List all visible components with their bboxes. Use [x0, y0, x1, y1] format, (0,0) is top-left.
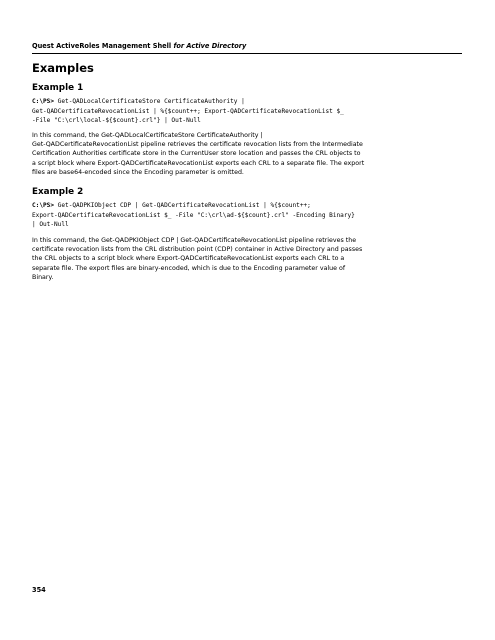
- paragraph-line: Get-QADCertificateRevocationList pipeline retrieves the certificate revocation lists from the Intermediate: [32, 141, 363, 149]
- running-header: [32, 42, 246, 50]
- code-line: -File "C:\crl\local-${$count}.crl"} | Out-Null: [32, 117, 201, 124]
- paragraph-line: separate file. The export files are binary-encoded, which is due to the Encoding parameter value of: [32, 264, 346, 272]
- header-rule: [32, 53, 462, 54]
- page-number: 354: [32, 586, 46, 594]
- example-1-description: [32, 131, 464, 177]
- code-line: Export-QADCertificateRevocationList $_ -File "C:\crl\ad-${$count}.crl" -Encoding Binary}: [32, 211, 355, 219]
- paragraph-line: Binary.: [32, 273, 54, 281]
- paragraph-line: files are base64-encoded since the Encoding parameter is omitted.: [32, 168, 244, 176]
- code-prompt: C:\PS>: [32, 202, 55, 209]
- example-2-description: [32, 236, 464, 282]
- code-line: Get-QADCertificateRevocationList | %{$count++; Export-QADCertificateRevocationList $_: [32, 107, 344, 115]
- code-line: [32, 97, 472, 107]
- code-text: Get-QADPKIObject CDP | Get-QADCertificateRevocationList | %{$count++;: [54, 202, 311, 209]
- example-2-code-block: [32, 201, 472, 230]
- paragraph-line: Certification Authorities certificate store in the CurrentUser store location and passes the CRL objects to: [32, 150, 361, 158]
- section-title: Examples: [32, 61, 94, 75]
- paragraph-line: certificate revocation lists from the CRL distribution point (CDP) container in Active Directory and passes: [32, 246, 363, 254]
- code-prompt: C:\PS>: [32, 98, 55, 105]
- paragraph-line: In this command, the Get-QADPKIObject CDP | Get-QADCertificateRevocationList pipeline retrieves the: [32, 237, 357, 244]
- paragraph-line: In this command, the Get-QADLocalCertificateStore CertificateAuthority |: [32, 132, 263, 139]
- code-text: Get-QADLocalCertificateStore CertificateAuthority |: [54, 98, 245, 105]
- paragraph-line: the CRL objects to a script block where Export-QADCertificateRevocationList exports each CRL to a: [32, 255, 345, 263]
- header-title: Quest ActiveRoles Management Shell: [32, 42, 174, 50]
- example-1-code-block: [32, 97, 472, 126]
- example-2-title: Example 2: [32, 187, 84, 197]
- paragraph-line: a script block where Export-QADCertificateRevocationList exports each CRL to a separate file. The export: [32, 159, 365, 167]
- code-line: [32, 201, 472, 211]
- example-1-title: Example 1: [32, 83, 84, 93]
- code-line: | Out-Null: [32, 221, 69, 228]
- header-title-emphasis: for Active Directory: [173, 42, 247, 50]
